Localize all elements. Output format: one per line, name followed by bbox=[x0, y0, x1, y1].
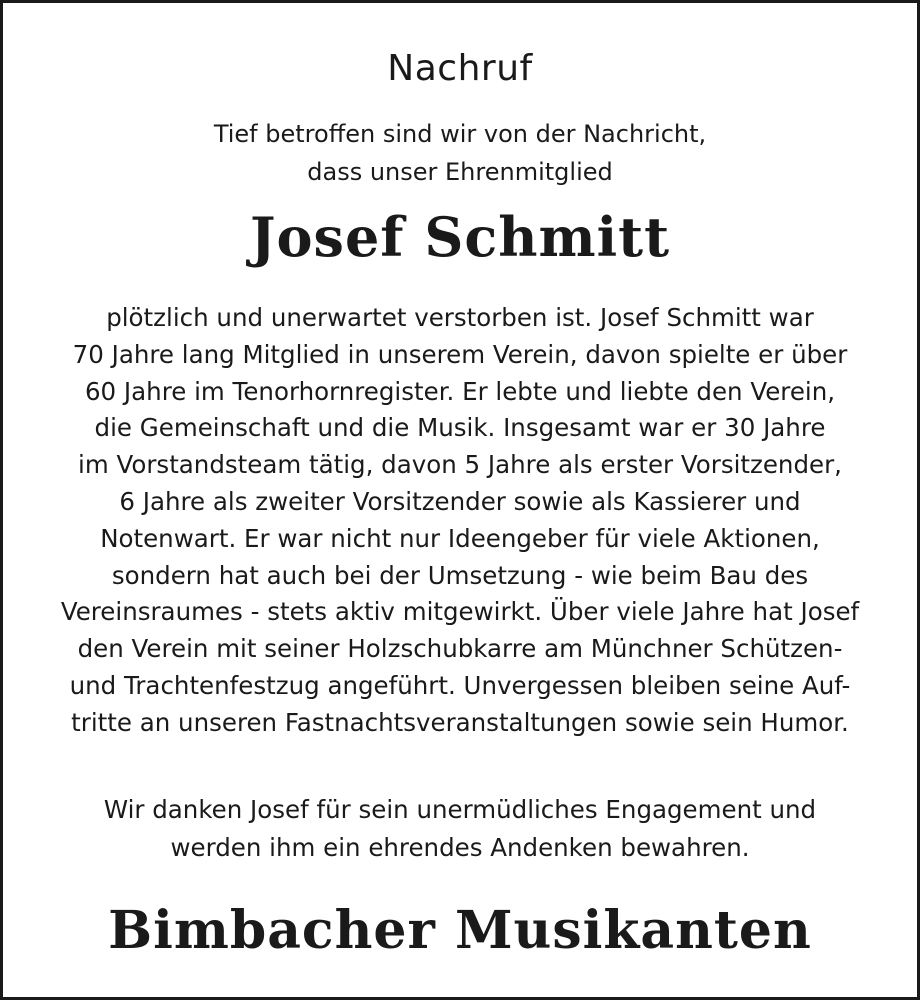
body-line: Notenwart. Er war nicht nur Ideengeber für viele Aktionen, bbox=[100, 523, 820, 553]
thanks-line: werden ihm ein ehrendes Andenken bewahren. bbox=[170, 833, 750, 862]
body-line: im Vorstandsteam tätig, davon 5 Jahre als erster Vorsitzender, bbox=[78, 450, 842, 480]
thanks-text bbox=[3, 791, 917, 867]
intro-line: Tief betroffen sind wir von der Nachricht, bbox=[213, 120, 707, 148]
body-line: plötzlich und unerwartet verstorben ist. Josef Schmitt war bbox=[106, 303, 814, 332]
deceased-name: Josef Schmitt bbox=[249, 205, 671, 269]
notice-title: Nachruf bbox=[387, 48, 533, 89]
body-line: und Trachtenfestzug angeführt. Unvergessen bleiben seine Auf- bbox=[69, 670, 851, 700]
body-line: sondern hat auch bei der Umsetzung - wie beim Bau des bbox=[111, 560, 809, 590]
intro-line: dass unser Ehrenmitglied bbox=[307, 158, 613, 186]
body-text bbox=[3, 300, 917, 742]
body-line: 70 Jahre lang Mitglied in unserem Verein, davon spielte er über bbox=[72, 339, 848, 369]
body-line: Vereinsraumes - stets aktiv mitgewirkt. Über viele Jahre hat Josef bbox=[60, 597, 860, 627]
body-line: 6 Jahre als zweiter Vorsitzender sowie als Kassierer und bbox=[119, 486, 801, 516]
thanks-line: Wir danken Josef für sein unermüdliches Engagement und bbox=[103, 795, 817, 824]
body-line: tritte an unseren Fastnachtsveranstaltungen sowie sein Humor. bbox=[71, 707, 849, 737]
intro-text bbox=[3, 115, 917, 191]
body-line: 60 Jahre im Tenorhornregister. Er lebte und liebte den Verein, bbox=[84, 376, 836, 406]
body-line: die Gemeinschaft und die Musik. Insgesamt war er 30 Jahre bbox=[94, 413, 826, 443]
body-line: den Verein mit seiner Holzschubkarre am Münchner Schützen- bbox=[77, 634, 843, 664]
club-signature: Bimbacher Musikanten bbox=[108, 900, 812, 961]
